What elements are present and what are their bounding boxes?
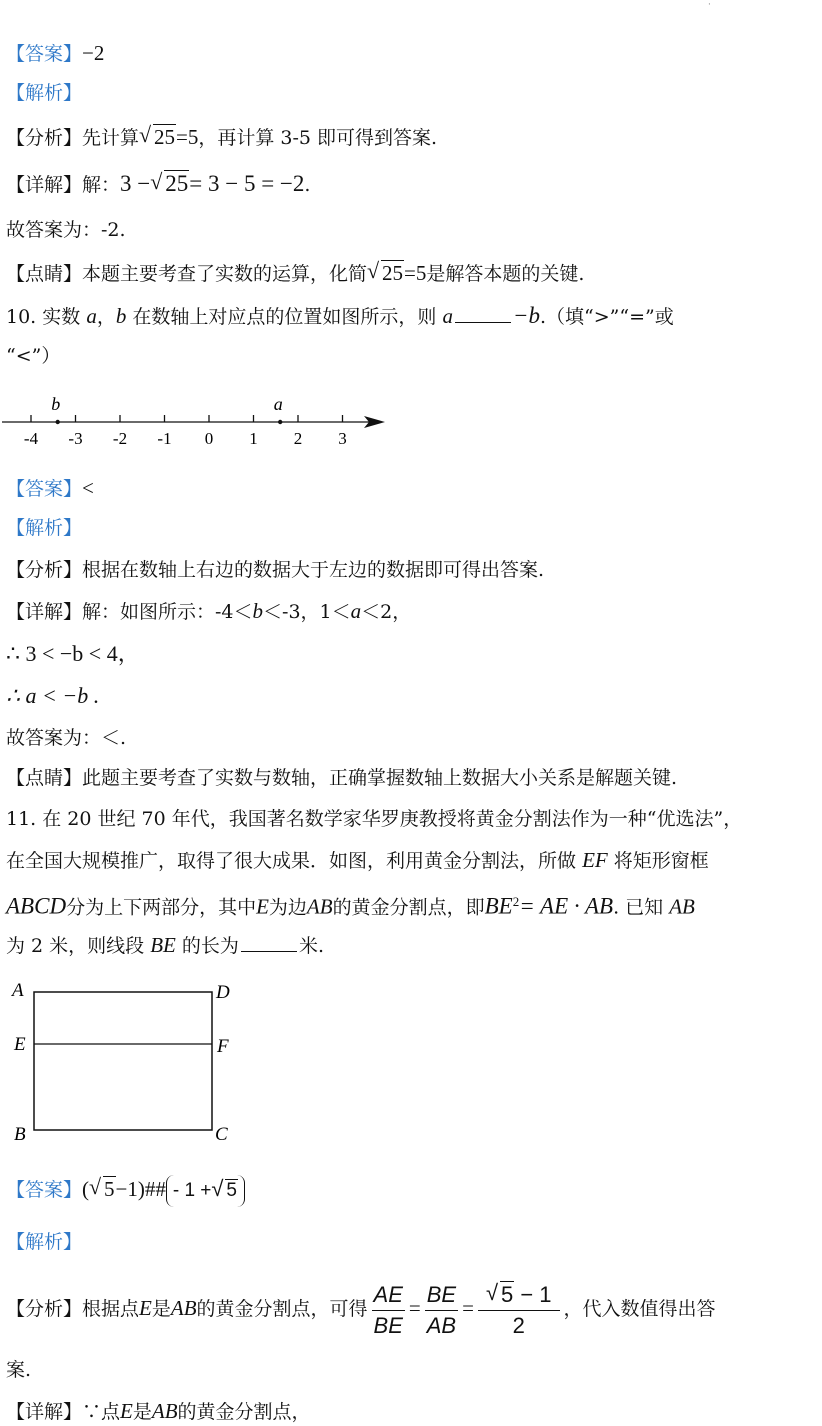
label-b: B <box>14 1124 26 1145</box>
tick-label: 2 <box>293 429 303 448</box>
frac-num-rest: − 1 <box>514 1281 552 1307</box>
segment-ef: EF <box>582 848 608 872</box>
q11-fenxi-text-2: 是 <box>151 1298 171 1320</box>
comma: ， <box>96 306 116 328</box>
q10-stem-line1 <box>6 302 674 331</box>
point-a <box>278 420 282 424</box>
segment-ab: AB <box>170 1296 197 1320</box>
neg-b: −b <box>512 303 540 328</box>
answer-rest: −1)## <box>115 1177 166 1201</box>
q9-fenxi-text: 先计算 <box>82 127 140 149</box>
point-e: E <box>120 1399 133 1423</box>
tick-label: 3 <box>338 429 347 448</box>
q9-fenxi-text-2: ，再计算 3-5 即可得到答案. <box>198 127 438 149</box>
q10-comment-line <box>6 764 677 792</box>
q11-stem-line4 <box>6 931 324 960</box>
q9-fenxi-line <box>6 123 437 152</box>
answer-blank <box>455 322 511 323</box>
fenxi-tag: 【分析】 <box>6 559 83 581</box>
sqrt-symbol <box>486 1280 514 1310</box>
var-a: a <box>86 304 97 328</box>
radicand: 5 <box>500 1281 514 1307</box>
q11-answer-line <box>6 1175 245 1207</box>
fenxi-tag: 【分析】 <box>6 1298 83 1320</box>
point-e: E <box>256 894 269 919</box>
q11-fenxi-cont: 案. <box>6 1359 32 1381</box>
q11-stem-text-3: 分为上下两部分，其中 <box>66 896 257 919</box>
q9-answer-value: −2 <box>82 41 105 65</box>
sqrt-symbol <box>139 123 176 151</box>
q10-step1: ∴ 3 < −b < 4， <box>6 641 140 666</box>
q10-fenxi-text: 根据在数轴上右边的数据大于左边的数据即可得出答案. <box>82 559 545 581</box>
tick-label: -2 <box>112 429 128 448</box>
eq-value: =5 <box>176 125 199 149</box>
q10-answer-value: < <box>82 476 94 500</box>
detail-tag: 【详解】 <box>6 174 83 196</box>
segment-ab: AB <box>669 894 695 919</box>
radicand: 5 <box>104 1177 115 1201</box>
frac-num: BE <box>425 1280 458 1311</box>
answer-blank <box>241 951 297 952</box>
segment-be: BE <box>484 893 513 919</box>
tick-label: 0 <box>204 429 214 448</box>
rect-abcd: ABCD <box>6 893 67 919</box>
q11-fenxi-text: 根据点 <box>82 1298 140 1320</box>
radicand: 5 <box>226 1180 237 1201</box>
q9-expr-a: 3 − <box>120 171 151 196</box>
fenxi-tag: 【分析】 <box>6 127 83 149</box>
analysis-tag: 【解析】 <box>6 517 83 539</box>
frac-den: 2 <box>512 1312 525 1338</box>
label-e: E <box>14 1034 26 1055</box>
q11-analysis-line <box>6 1228 82 1256</box>
frac-den: AB <box>426 1312 457 1338</box>
q10-fenxi-line <box>6 556 544 584</box>
golden-equation: = AE · AB <box>519 893 614 919</box>
q10-answer-line <box>6 474 94 503</box>
q10-comment-text: 此题主要考查了实数与数轴，正确掌握数轴上数据大小关系是解题关键. <box>82 767 678 789</box>
answer-tag: 【答案】 <box>6 478 83 500</box>
q10-conclusion: 故答案为：＜. <box>6 727 127 749</box>
q10-analysis-line <box>6 514 82 542</box>
q10-stem-line2: “<”） <box>6 345 61 367</box>
comment-tag: 【点睛】 <box>6 767 83 789</box>
paren-open: ( <box>82 1177 90 1201</box>
q10-stem-text: 10. 实数 <box>6 306 81 328</box>
frac-num: AE <box>372 1280 405 1311</box>
sqrt-symbol <box>89 1175 116 1203</box>
q9-comment-text: 本题主要考查了实数的运算，化简 <box>82 263 368 285</box>
q10-detail-text-3: ＜2， <box>361 601 412 623</box>
sqrt-symbol <box>367 259 404 287</box>
q10-stem-text-3: .（填“>”“=”或 <box>539 306 674 328</box>
q11-stem-text-6: . 已知 <box>613 896 664 919</box>
q11-stem-text-2: 将矩形窗框 <box>613 850 709 872</box>
q9-conclusion: 故答案为：-2. <box>6 219 126 241</box>
var-b: b <box>115 304 127 328</box>
q9-detail-text: 解： <box>82 174 121 196</box>
q10-detail-text-2: ＜-3，1＜ <box>263 601 351 623</box>
answer-alt-text: - 1 + <box>172 1180 212 1201</box>
q9-expr-b: = 3 − 5 = −2 <box>189 171 305 196</box>
radicand: 25 <box>154 125 176 149</box>
q11-stem-text-7: 为 2 米，则线段 <box>6 935 145 957</box>
q9-comment-line <box>6 259 584 288</box>
answer-tag: 【答案】 <box>6 43 83 65</box>
q10-detail-text: 解：如图所示：-4＜ <box>82 601 253 623</box>
analysis-tag: 【解析】 <box>6 1231 83 1253</box>
answer-tag: 【答案】 <box>6 1179 83 1201</box>
q11-stem-text-4: 为边 <box>268 896 307 919</box>
page-corner-mark: · <box>708 0 711 10</box>
sqrt-symbol <box>211 1177 238 1205</box>
q11-fenxi-line <box>6 1276 716 1341</box>
q9-answer-line <box>6 39 104 68</box>
answer-alt-box <box>166 1175 245 1207</box>
rectangle-figure <box>0 972 260 1152</box>
fraction-golden <box>478 1280 560 1341</box>
var-a: a <box>442 304 453 328</box>
frac-num <box>478 1280 560 1311</box>
segment-ab: AB <box>306 894 333 919</box>
point-label-b: b <box>51 394 61 414</box>
segment-ab: AB <box>151 1399 178 1423</box>
q11-stem-text-8: 的长为 <box>181 935 239 957</box>
equals: = <box>462 1296 474 1320</box>
label-c: C <box>215 1124 228 1145</box>
q11-fenxi-text-4: ，代入数值得出答 <box>563 1298 716 1320</box>
q10-detail-line <box>6 597 411 626</box>
q10-stem-text-2: 在数轴上对应点的位置如图所示，则 <box>132 306 437 328</box>
var-a: a <box>350 599 362 623</box>
var-b: b <box>252 599 264 623</box>
radicand: 25 <box>382 261 404 285</box>
q11-stem-text-5: 的黄金分割点，即 <box>332 896 485 919</box>
label-f: F <box>217 1036 229 1057</box>
equals: = <box>408 1296 421 1320</box>
frac-den: BE <box>373 1312 403 1338</box>
q9-expr-end: . <box>304 174 311 196</box>
detail-tag: 【详解】 <box>6 601 83 623</box>
point-e: E <box>139 1296 152 1320</box>
radicand: 25 <box>165 171 189 196</box>
tick-label: -3 <box>68 429 83 448</box>
comment-tag: 【点睛】 <box>6 263 83 285</box>
detail-tag: 【详解】 <box>6 1401 83 1423</box>
q11-detail-text-3: 的黄金分割点， <box>177 1401 311 1423</box>
number-line-figure <box>0 388 400 456</box>
q11-stem-line3 <box>6 888 695 921</box>
q11-detail-text: ∵点 <box>82 1401 121 1423</box>
q11-detail-text-2: 是 <box>132 1401 152 1423</box>
q9-analysis-line <box>6 79 82 107</box>
q11-stem-line2 <box>6 846 709 875</box>
q11-stem-text-9: 米. <box>298 935 324 957</box>
sqrt-symbol <box>150 170 189 198</box>
q9-comment-text-2: 是解答本题的关键. <box>426 263 585 285</box>
rectangle-abcd <box>34 992 212 1130</box>
segment-be: BE <box>150 933 176 957</box>
point-label-a: a <box>273 394 283 414</box>
fraction-ae-be <box>372 1280 405 1341</box>
eq-value: =5 <box>404 261 427 285</box>
point-b <box>56 420 60 424</box>
tick-label: -4 <box>23 429 39 448</box>
q11-fenxi-text-3: 的黄金分割点，可得 <box>196 1298 368 1320</box>
label-d: D <box>216 982 230 1003</box>
q10-step2: ∴ a < −b . <box>6 683 100 708</box>
q11-stem-text: 在全国大规模推广，取得了很大成果．如图，利用黄金分割法，所做 <box>6 850 577 872</box>
tick-label: 1 <box>249 429 258 448</box>
q9-detail-line <box>6 170 310 199</box>
label-a: A <box>12 980 24 1001</box>
tick-label: -1 <box>157 429 172 448</box>
fraction-be-ab <box>425 1280 458 1341</box>
superscript-2: 2 <box>512 894 520 909</box>
analysis-tag: 【解析】 <box>6 82 83 104</box>
q11-detail-line <box>6 1397 311 1426</box>
q11-stem-line1: 11. 在 20 世纪 70 年代，我国著名数学家华罗庚教授将黄金分割法作为一种“优选法”， <box>6 808 743 830</box>
